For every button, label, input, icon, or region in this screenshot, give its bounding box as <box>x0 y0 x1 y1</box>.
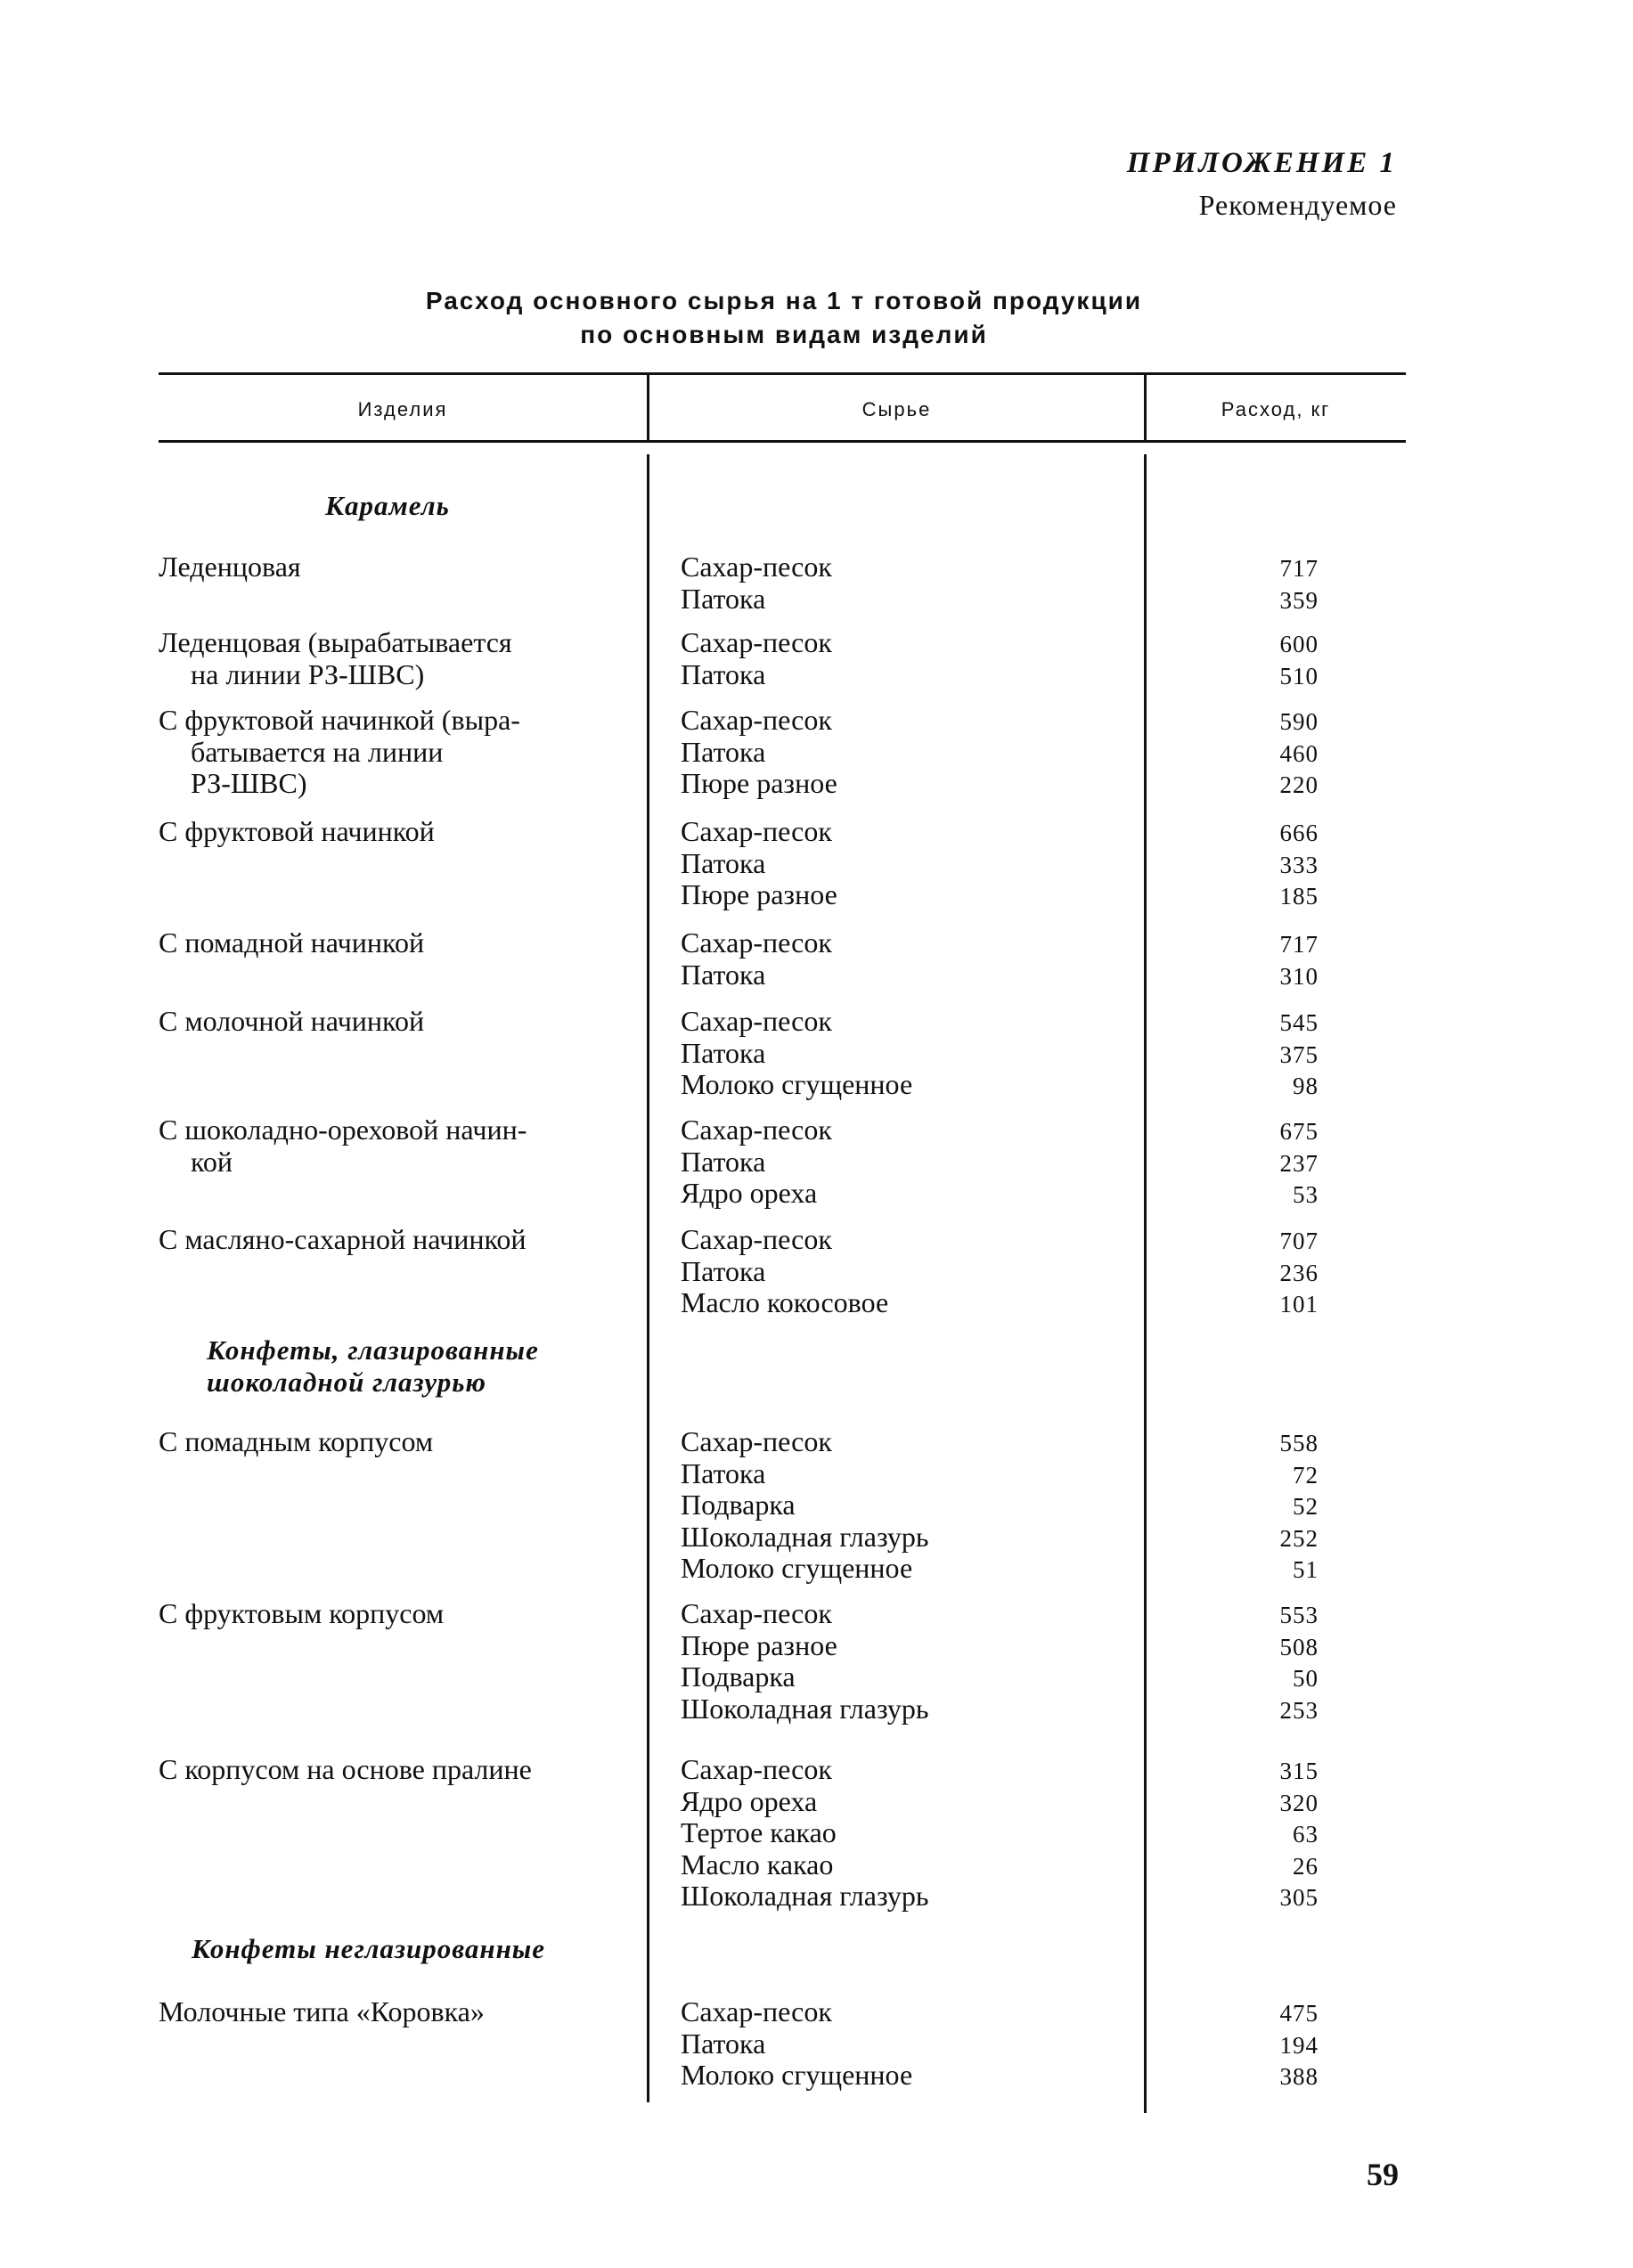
usage-value: 310 <box>1279 962 1319 990</box>
table-top-rule <box>159 372 1406 375</box>
usage-value: 320 <box>1279 1789 1319 1816</box>
material-name: Сахар-песок <box>681 1597 832 1629</box>
material-name: Подварка <box>681 1489 796 1521</box>
usage-value: 460 <box>1279 739 1319 767</box>
material-name: Тертое какао <box>681 1816 837 1848</box>
usage-value: 675 <box>1279 1118 1319 1145</box>
product-name: С помадным корпусом <box>159 1425 434 1457</box>
material-name: Патока <box>681 2027 766 2060</box>
usage-value: 315 <box>1279 1758 1319 1784</box>
product-name: Леденцовая (вырабатывается <box>159 626 512 658</box>
usage-value: 220 <box>1279 771 1319 798</box>
material-name: Подварка <box>681 1660 796 1693</box>
usage-value: 305 <box>1279 1884 1319 1911</box>
usage-value: 26 <box>1293 1852 1319 1880</box>
material-name: Сахар-песок <box>681 1114 832 1146</box>
usage-value: 98 <box>1293 1073 1319 1099</box>
material-name: Патока <box>681 1036 766 1069</box>
usage-value: 717 <box>1279 931 1319 958</box>
usage-value: 475 <box>1279 2000 1319 2027</box>
material-name: Шоколадная глазурь <box>681 1692 929 1725</box>
usage-value: 237 <box>1279 1149 1319 1177</box>
material-name: Ядро ореха <box>681 1177 818 1209</box>
material-name: Сахар-песок <box>681 1005 832 1037</box>
section-heading: Карамель <box>325 490 450 521</box>
product-name: С помадной начинкой <box>159 926 425 959</box>
usage-value: 101 <box>1279 1291 1319 1318</box>
usage-value: 185 <box>1279 883 1319 910</box>
usage-value: 388 <box>1279 2063 1319 2090</box>
material-name: Сахар-песок <box>681 551 832 583</box>
material-name: Шоколадная глазурь <box>681 1880 929 1912</box>
usage-value: 600 <box>1279 631 1319 657</box>
product-name: на линии РЗ-ШВС) <box>191 657 425 690</box>
appendix-status: Рекомендуемое <box>1198 189 1397 221</box>
product-name: С фруктовой начинкой <box>159 815 435 847</box>
usage-value: 545 <box>1279 1009 1319 1036</box>
table-title-line-2: по основным видам изделий <box>580 321 988 348</box>
usage-value: 510 <box>1279 662 1319 689</box>
usage-value: 72 <box>1293 1461 1319 1489</box>
material-name: Пюре разное <box>681 878 837 910</box>
usage-value: 717 <box>1279 555 1319 582</box>
usage-value: 553 <box>1279 1602 1319 1628</box>
usage-value: 236 <box>1279 1259 1319 1286</box>
product-name: С фруктовым корпусом <box>159 1597 445 1629</box>
product-name: С шоколадно-ореховой начин- <box>159 1114 527 1146</box>
material-name: Масло кокосовое <box>681 1286 889 1318</box>
material-name: Патока <box>681 1456 766 1489</box>
material-name: Сахар-песок <box>681 926 832 959</box>
column-divider-1 <box>647 454 649 2102</box>
material-name: Патока <box>681 735 766 768</box>
product-name: батывается на линии <box>191 735 444 768</box>
material-name: Патока <box>681 582 766 615</box>
material-name: Сахар-песок <box>681 1425 832 1457</box>
appendix-label: ПРИЛОЖЕНИЕ 1 <box>1126 147 1397 179</box>
material-name: Пюре разное <box>681 767 837 799</box>
product-name: С масляно-сахарной начинкой <box>159 1223 527 1255</box>
usage-value: 252 <box>1279 1524 1319 1552</box>
section-heading: Конфеты, глазированные <box>207 1334 539 1366</box>
product-name: кой <box>191 1145 233 1178</box>
usage-value: 63 <box>1293 1821 1319 1848</box>
product-name: С корпусом на основе пралине <box>159 1753 532 1785</box>
material-name: Молоко сгущенное <box>681 1068 913 1100</box>
section-heading: шоколадной глазурью <box>207 1366 487 1398</box>
product-name: РЗ-ШВС) <box>191 767 307 799</box>
material-name: Масло какао <box>681 1848 834 1880</box>
usage-value: 253 <box>1279 1696 1319 1724</box>
material-name: Ядро ореха <box>681 1784 818 1817</box>
material-name: Молоко сгущенное <box>681 2059 913 2091</box>
material-name: Молоко сгущенное <box>681 1552 913 1584</box>
material-name: Патока <box>681 1254 766 1287</box>
usage-value: 707 <box>1279 1228 1319 1254</box>
material-name: Патока <box>681 657 766 690</box>
product-name: С фруктовой начинкой (выра- <box>159 704 520 736</box>
usage-value: 333 <box>1279 851 1319 878</box>
usage-value: 194 <box>1279 2031 1319 2059</box>
header-material: Сырье <box>861 398 932 420</box>
product-name: С молочной начинкой <box>159 1005 425 1037</box>
header-usage: Расход, кг <box>1221 398 1331 420</box>
usage-value: 359 <box>1279 586 1319 614</box>
material-name: Сахар-песок <box>681 626 832 658</box>
usage-value: 375 <box>1279 1040 1319 1068</box>
usage-value: 51 <box>1293 1556 1319 1583</box>
table-title-line-1: Расход основного сырья на 1 т готовой продукции <box>425 287 1143 314</box>
product-name: Леденцовая <box>159 551 301 583</box>
usage-value: 52 <box>1293 1493 1319 1520</box>
material-name: Патока <box>681 846 766 879</box>
material-name: Шоколадная глазурь <box>681 1520 929 1553</box>
usage-value: 590 <box>1279 708 1319 735</box>
section-heading: Конфеты неглазированные <box>192 1933 546 1964</box>
material-name: Сахар-песок <box>681 1995 832 2027</box>
header-bottom-rule <box>159 440 1406 443</box>
material-name: Сахар-песок <box>681 1223 832 1255</box>
header-product: Изделия <box>357 398 448 420</box>
material-name: Патока <box>681 1145 766 1178</box>
material-name: Сахар-песок <box>681 1753 832 1785</box>
usage-value: 558 <box>1279 1430 1319 1456</box>
usage-value: 666 <box>1279 820 1319 846</box>
product-name: Молочные типа «Коровка» <box>159 1995 485 2027</box>
usage-value: 50 <box>1293 1665 1319 1692</box>
column-divider-2 <box>1144 454 1147 2113</box>
usage-value: 508 <box>1279 1633 1319 1660</box>
material-name: Сахар-песок <box>681 815 832 847</box>
material-name: Пюре разное <box>681 1628 837 1661</box>
usage-value: 53 <box>1293 1181 1319 1208</box>
material-name: Патока <box>681 958 766 991</box>
material-name: Сахар-песок <box>681 704 832 736</box>
page-number: 59 <box>1367 2157 1399 2192</box>
